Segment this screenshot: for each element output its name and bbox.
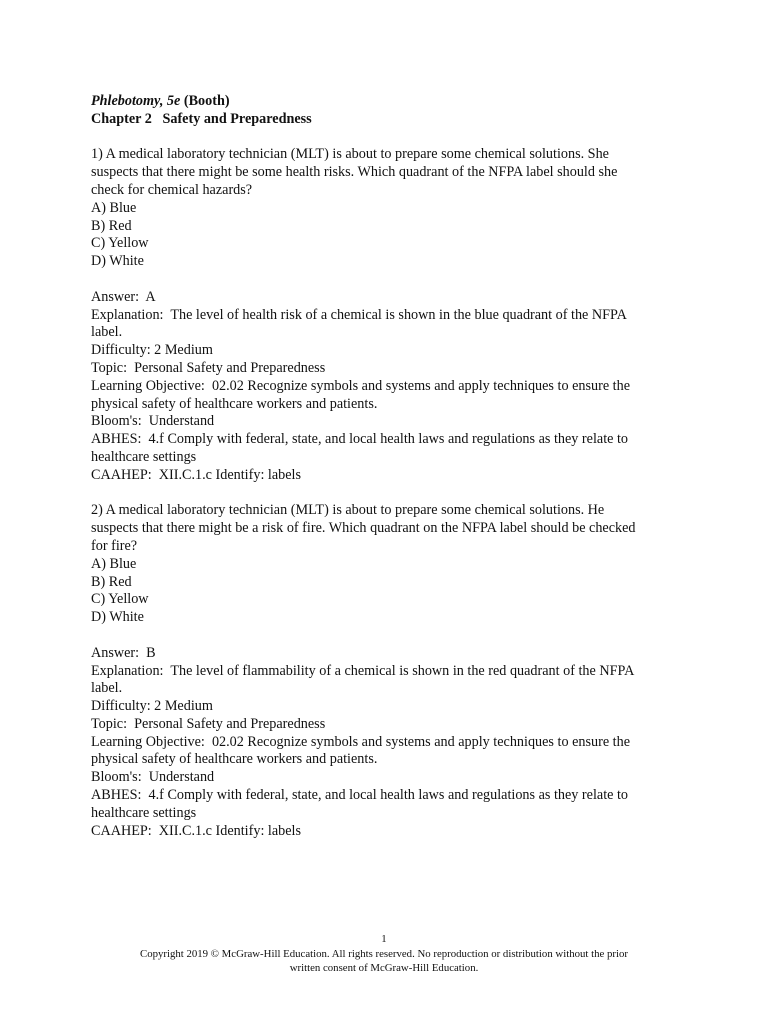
question-stem-line: 1) A medical laboratory technician (MLT) is about to prepare some chemical solutions. She — [91, 146, 609, 163]
answer-key: Answer: A — [91, 288, 156, 305]
learning-objective-line: physical safety of healthcare workers and patients. — [91, 751, 378, 768]
spacer — [91, 129, 681, 147]
difficulty: Difficulty: 2 Medium — [91, 698, 213, 715]
answer-option-a: A) Blue — [91, 199, 137, 216]
topic: Topic: Personal Safety and Preparedness — [91, 359, 326, 376]
book-author: (Booth) — [180, 93, 230, 109]
book-title: Phlebotomy, 5e — [91, 93, 181, 109]
abhes-standard-line: ABHES: 4.f Comply with federal, state, and local health laws and regulations as they relate to — [91, 431, 629, 448]
answer-option-c: C) Yellow — [91, 235, 149, 252]
learning-objective-line: Learning Objective: 02.02 Recognize symbols and systems and apply techniques to ensure the — [91, 733, 630, 750]
answer-option-b: B) Red — [91, 573, 132, 590]
copyright-line: Copyright 2019 © McGraw-Hill Education. All rights reserved. No reproduction or distribution without the prior — [140, 947, 628, 960]
caahep-standard: CAAHEP: XII.C.1.c Identify: labels — [91, 466, 302, 483]
answer-option-b: B) Red — [91, 217, 132, 234]
explanation-line: label. — [91, 680, 123, 697]
question-stem-line: for fire? — [91, 537, 138, 554]
book-title-line — [91, 93, 681, 111]
explanation-line: Explanation: The level of flammability of a chemical is shown in the red quadrant of the NFPA — [91, 662, 635, 679]
caahep-standard: CAAHEP: XII.C.1.c Identify: labels — [91, 822, 302, 839]
document-body — [91, 93, 681, 840]
explanation-line: Explanation: The level of health risk of a chemical is shown in the blue quadrant of the NFPA — [91, 306, 627, 323]
topic: Topic: Personal Safety and Preparedness — [91, 715, 326, 732]
question-stem-line: 2) A medical laboratory technician (MLT) is about to prepare some chemical solutions. He — [91, 502, 605, 519]
explanation-line: label. — [91, 324, 123, 341]
answer-option-d: D) White — [91, 609, 144, 626]
learning-objective-line: physical safety of healthcare workers and patients. — [91, 395, 378, 412]
answer-option-d: D) White — [91, 253, 144, 270]
answer-option-c: C) Yellow — [91, 591, 149, 608]
page-number: 1 — [381, 933, 387, 945]
chapter-heading: Chapter 2 Safety and Preparedness — [91, 110, 312, 127]
abhes-standard-line: ABHES: 4.f Comply with federal, state, and local health laws and regulations as they relate to — [91, 787, 629, 804]
difficulty: Difficulty: 2 Medium — [91, 342, 213, 359]
spacer — [91, 485, 681, 503]
abhes-standard-line: healthcare settings — [91, 448, 197, 465]
spacer — [91, 627, 681, 645]
question-stem-line: check for chemical hazards? — [91, 181, 253, 198]
blooms-level: Bloom's: Understand — [91, 769, 215, 786]
abhes-standard-line: healthcare settings — [91, 804, 197, 821]
page-footer — [60, 932, 708, 976]
answer-key: Answer: B — [91, 644, 156, 661]
spacer — [91, 271, 681, 289]
learning-objective-line: Learning Objective: 02.02 Recognize symbols and systems and apply techniques to ensure the — [91, 377, 630, 394]
copyright-line: written consent of McGraw-Hill Education. — [289, 962, 479, 974]
answer-option-a: A) Blue — [91, 555, 137, 572]
blooms-level: Bloom's: Understand — [91, 413, 215, 430]
question-1 — [91, 146, 681, 484]
question-stem-line: suspects that there might be some health risks. Which quadrant of the NFPA label should she — [91, 164, 618, 181]
question-stem-line: suspects that there might be a risk of fire. Which quadrant on the NFPA label should be checked — [91, 520, 636, 537]
question-2 — [91, 502, 681, 840]
